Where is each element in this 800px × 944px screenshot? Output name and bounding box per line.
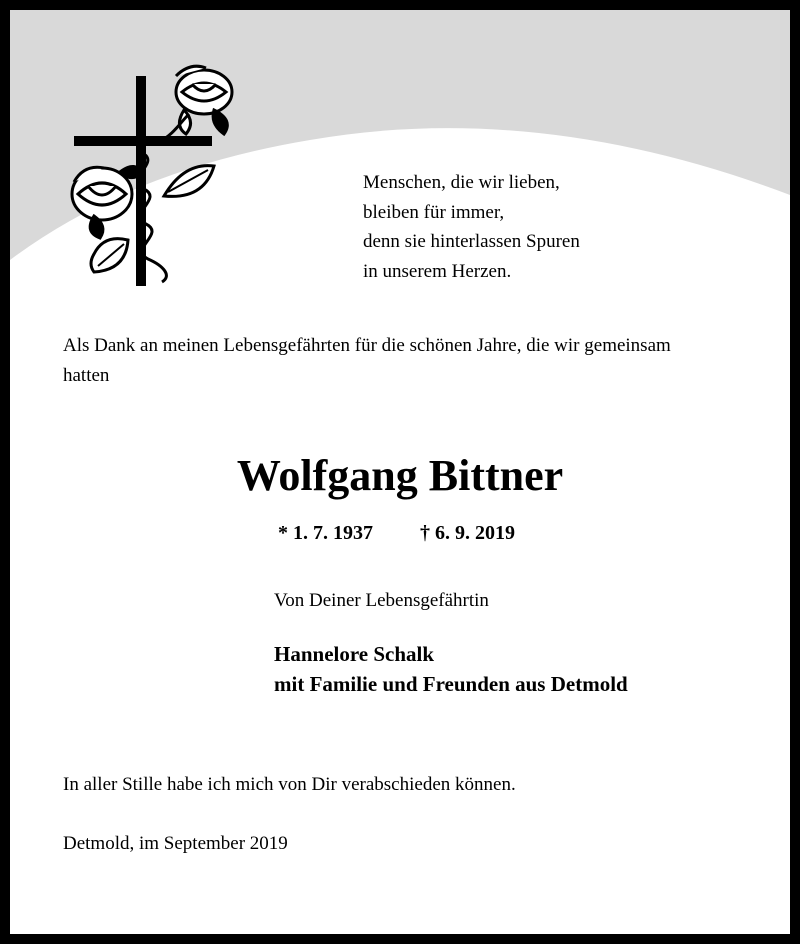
poem-line: in unserem Herzen. (363, 260, 512, 282)
place-date: Detmold, im September 2019 (63, 833, 288, 854)
obituary-notice (10, 10, 790, 934)
deceased-name: Wolfgang Bittner (236, 451, 564, 500)
from-line: Von Deiner Lebensgefährtin (274, 590, 489, 611)
mourners (274, 639, 628, 699)
mourner-name: Hannelore Schalk (274, 642, 435, 666)
birth-date: * 1. 7. 1937 (278, 522, 373, 544)
dedication-text: Als Dank an meinen Lebensgefährten für die schönen Jahre, die wir gemeinsam hatten (63, 335, 671, 386)
poem (363, 168, 580, 286)
poem-line: Menschen, die wir lieben, (363, 172, 560, 193)
poem-line: denn sie hinterlassen Spuren (363, 231, 580, 252)
closing-text: In aller Stille habe ich mich von Dir verabschieden können. (63, 774, 516, 795)
death-date: † 6. 9. 2019 (420, 522, 515, 544)
cross-with-roses-icon (64, 54, 244, 294)
poem-line: bleiben für immer, (363, 201, 505, 223)
mourner-family: mit Familie und Freunden aus Detmold (274, 672, 628, 696)
